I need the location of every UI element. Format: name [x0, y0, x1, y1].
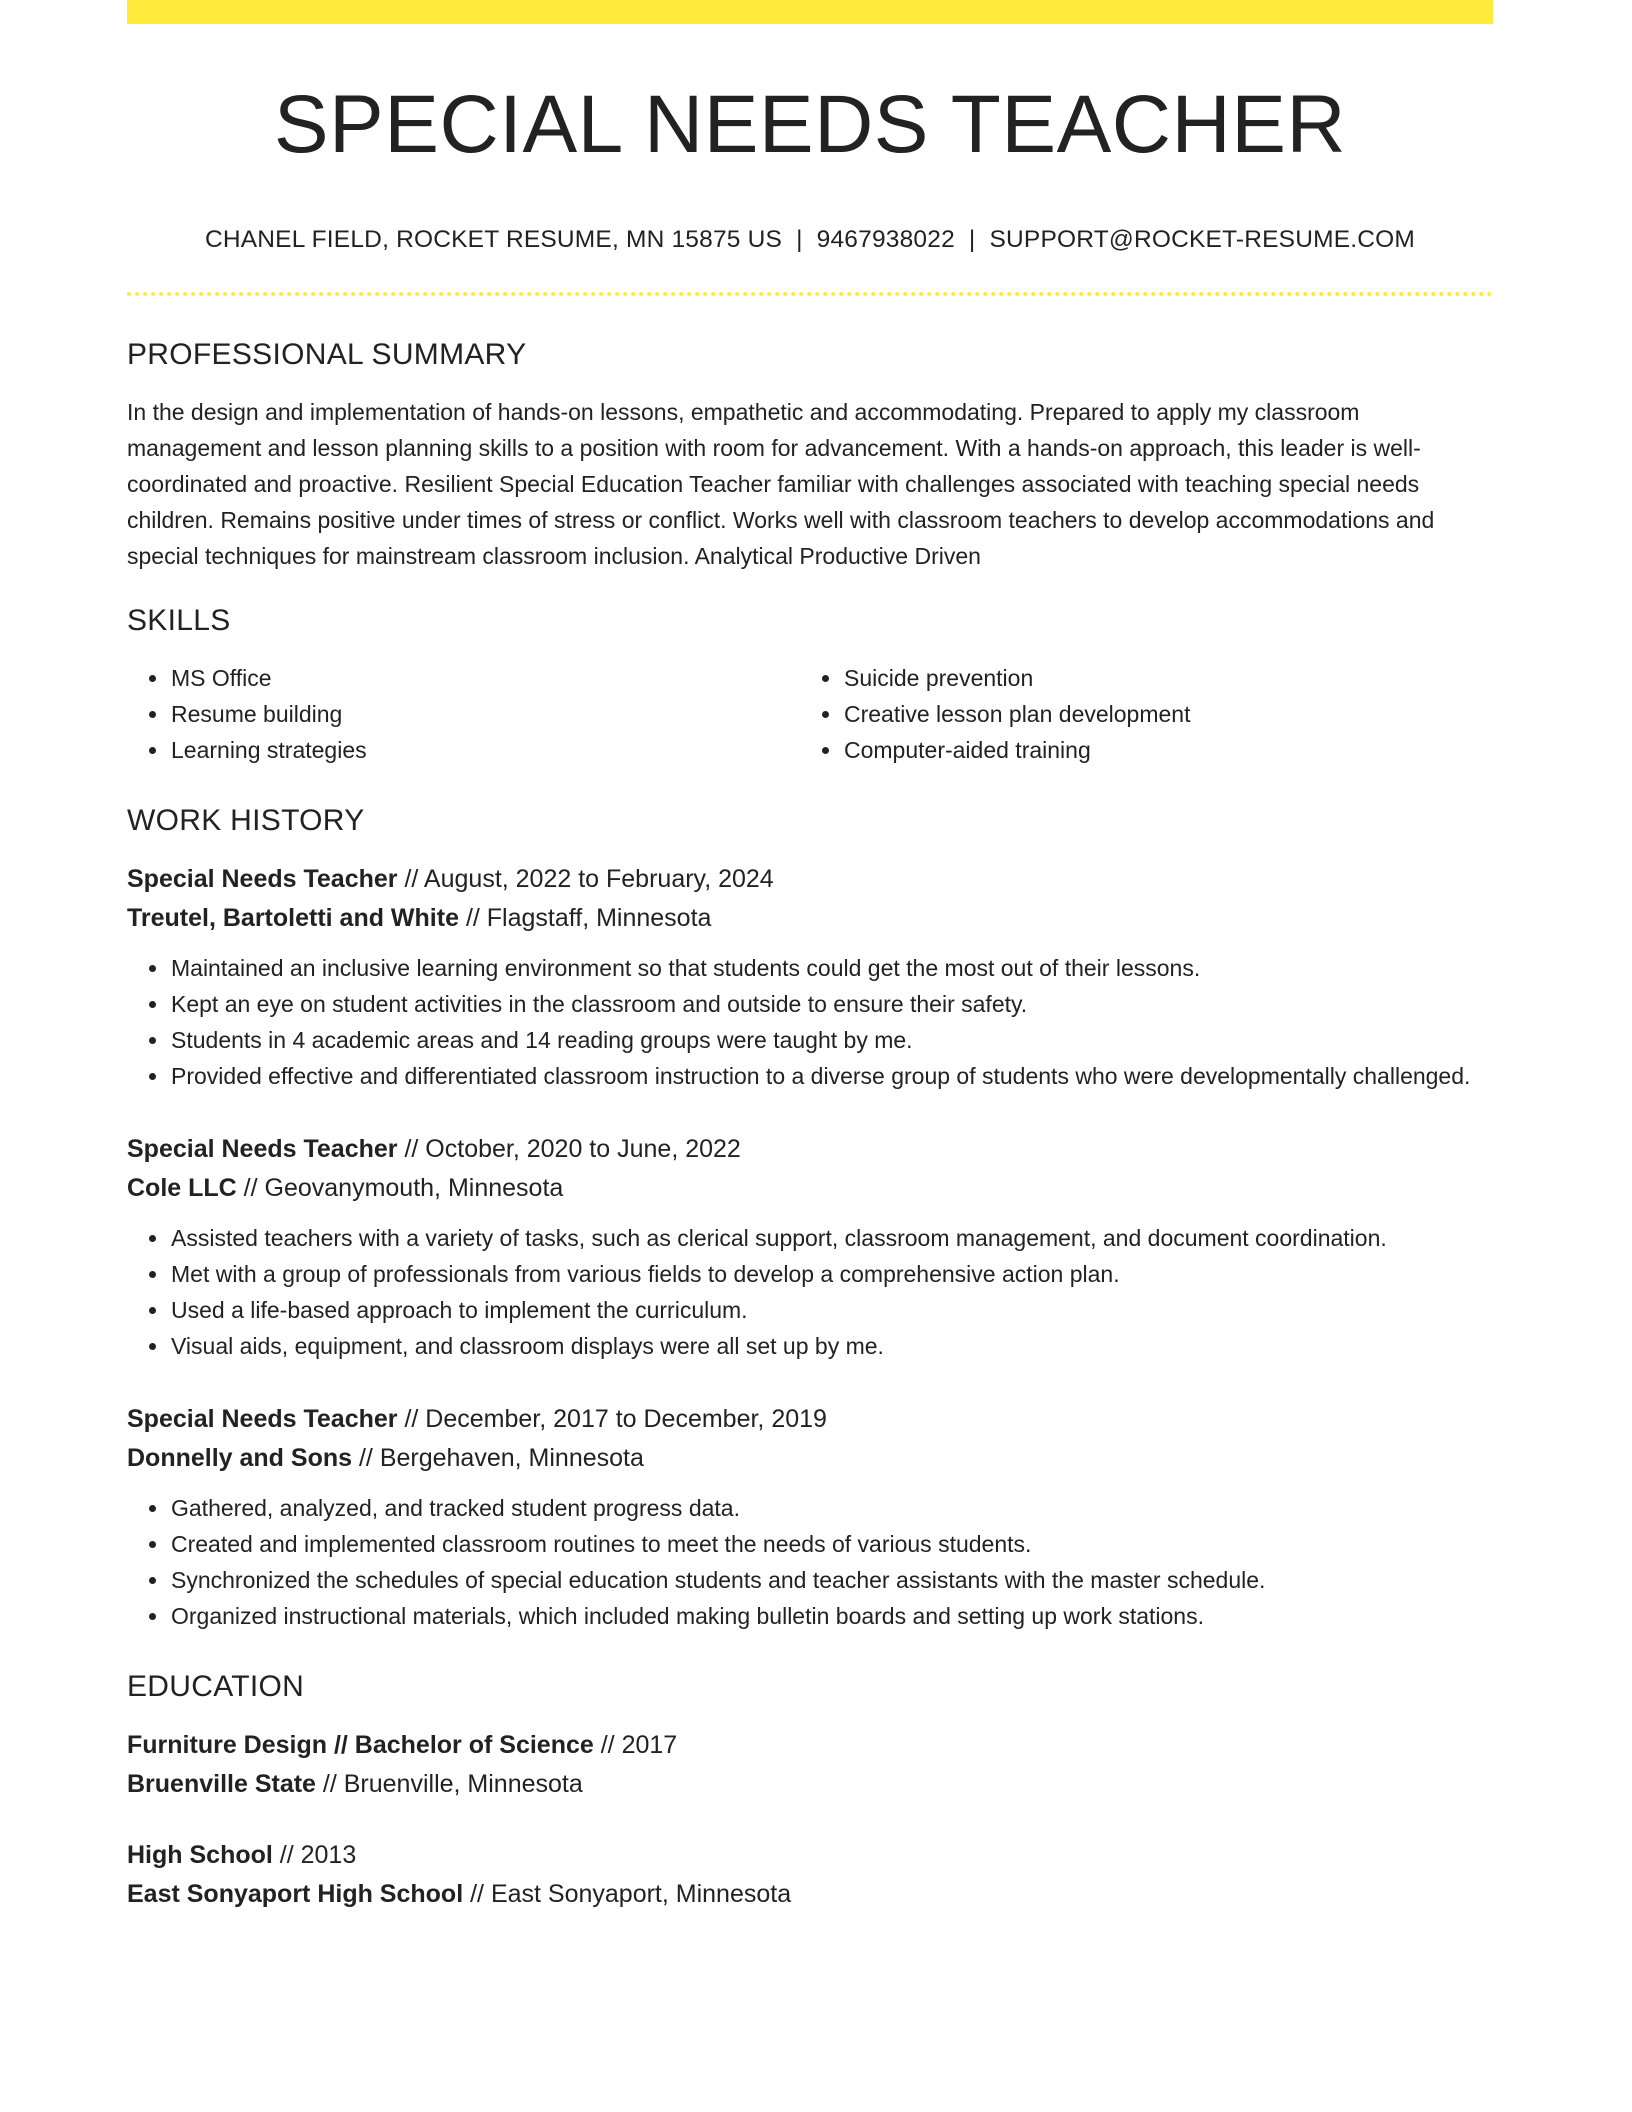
education-location: // Bruenville, Minnesota	[322, 1770, 583, 1798]
skill-item: • Computer-aided training	[843, 732, 1493, 768]
job-title-line	[127, 1400, 1493, 1439]
education-location: // East Sonyaport, Minnesota	[470, 1880, 792, 1908]
job-duty: • Created and implemented classroom routines to meet the needs of various students.	[170, 1526, 1493, 1562]
skill-item: • Creative lesson plan development	[843, 696, 1493, 732]
job-duties	[127, 1490, 1493, 1634]
summary-text: In the design and implementation of hands-on lessons, empathetic and accommodating. Prepared to apply my classroom management and lesson planning skills to a position with room for advancement. With a hands-on approach, this leader is well-coordinated and proactive. Resilient Special Education Teacher familiar with challenges associated with teaching special needs children. Remains positive under times of stress or conflict. Works well with classroom teachers to develop accommodations and special techniques for mainstream classroom inclusion. Analytical Productive Driven	[127, 399, 1435, 569]
job-duties	[127, 1220, 1493, 1364]
job-duty: • Met with a group of professionals from various fields to develop a comprehensive action plan.	[170, 1256, 1493, 1292]
job-company: Cole LLC	[127, 1174, 237, 1202]
work-history-heading: WORK HISTORY	[127, 804, 365, 837]
education-degree: High School	[127, 1841, 273, 1869]
job-title: Special Needs Teacher	[127, 1405, 398, 1433]
job-title-line	[127, 1130, 1493, 1169]
job-location: // Geovanymouth, Minnesota	[243, 1174, 564, 1202]
contact-separator: |	[796, 226, 803, 253]
job-dates: // August, 2022 to February, 2024	[404, 865, 774, 893]
contact-separator: |	[968, 226, 976, 253]
job-entry	[127, 860, 1493, 1094]
skill-item: • MS Office	[170, 660, 800, 696]
skill-item: • Suicide prevention	[843, 660, 1493, 696]
top-accent-bar	[127, 0, 1493, 24]
contact-line	[127, 226, 1493, 254]
job-title-line	[127, 860, 1493, 899]
job-duty: • Used a life-based approach to implement the curriculum.	[170, 1292, 1493, 1328]
resume-title: SPECIAL NEEDS TEACHER	[273, 79, 1347, 170]
job-duty: • Students in 4 academic areas and 14 reading groups were taught by me.	[170, 1022, 1493, 1058]
skill-item: • Learning strategies	[170, 732, 800, 768]
job-location: // Flagstaff, Minnesota	[465, 904, 712, 932]
summary-heading: PROFESSIONAL SUMMARY	[127, 338, 527, 371]
job-duty: • Synchronized the schedules of special education students and teacher assistants with the master schedule.	[170, 1562, 1493, 1598]
skill-item: • Resume building	[170, 696, 800, 732]
job-dates: // December, 2017 to December, 2019	[404, 1405, 827, 1433]
contact-address: CHANEL FIELD, ROCKET RESUME, MN 15875 US	[204, 226, 783, 253]
education-school-line	[127, 1875, 1493, 1914]
job-duty: • Provided effective and differentiated classroom instruction to a diverse group of students who were developmentally challenged.	[170, 1058, 1493, 1094]
skills-list	[127, 660, 1493, 768]
education-year: // 2017	[600, 1731, 678, 1759]
job-duty: • Maintained an inclusive learning environment so that students could get the most out of their lessons.	[170, 950, 1493, 986]
education-year: // 2013	[279, 1841, 357, 1869]
job-company: Treutel, Bartoletti and White	[127, 904, 459, 932]
education-school-line	[127, 1765, 1493, 1804]
job-dates: // October, 2020 to June, 2022	[404, 1135, 741, 1163]
job-company-line	[127, 1169, 1493, 1208]
contact-email: SUPPORT@ROCKET-RESUME.COM	[989, 226, 1416, 253]
education-degree-line	[127, 1836, 1493, 1875]
skills-column-left	[127, 660, 800, 768]
contact-phone: 9467938022	[816, 226, 955, 253]
job-title: Special Needs Teacher	[127, 865, 398, 893]
job-location: // Bergehaven, Minnesota	[358, 1444, 644, 1472]
job-duty: • Kept an eye on student activities in the classroom and outside to ensure their safety.	[170, 986, 1493, 1022]
education-entry	[127, 1726, 1493, 1804]
job-company-line	[127, 899, 1493, 938]
job-duty: • Gathered, analyzed, and tracked student progress data.	[170, 1490, 1493, 1526]
education-degree-line	[127, 1726, 1493, 1765]
job-duty: • Visual aids, equipment, and classroom displays were all set up by me.	[170, 1328, 1493, 1364]
education-heading: EDUCATION	[127, 1670, 305, 1703]
job-duty: • Assisted teachers with a variety of tasks, such as clerical support, classroom management, and document coordination.	[170, 1220, 1493, 1256]
education-entry	[127, 1836, 1493, 1914]
job-title: Special Needs Teacher	[127, 1135, 398, 1163]
job-entry	[127, 1400, 1493, 1634]
job-duties	[127, 950, 1493, 1094]
education-degree: Furniture Design // Bachelor of Science	[127, 1731, 594, 1759]
job-company-line	[127, 1439, 1493, 1478]
job-company: Donnelly and Sons	[127, 1444, 353, 1472]
education-school: Bruenville State	[127, 1770, 316, 1798]
job-duty: • Organized instructional materials, which included making bulletin boards and setting up work stations.	[170, 1598, 1493, 1634]
skills-heading: SKILLS	[127, 604, 231, 637]
education-school: East Sonyaport High School	[127, 1880, 464, 1908]
dotted-divider	[127, 292, 1493, 296]
resume-page	[127, 0, 1493, 1914]
job-entry	[127, 1130, 1493, 1364]
skills-column-right	[800, 660, 1493, 768]
